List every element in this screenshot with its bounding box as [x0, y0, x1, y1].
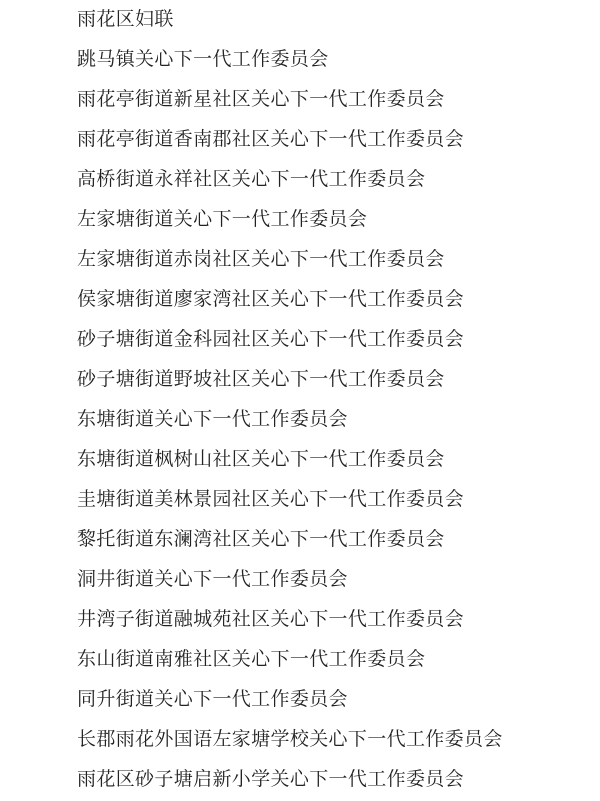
list-item: 同升街道关心下一代工作委员会: [77, 688, 348, 710]
list-item: 砂子塘街道金科园社区关心下一代工作委员会: [77, 328, 465, 350]
list-item: 左家塘街道赤岗社区关心下一代工作委员会: [77, 248, 445, 270]
list-item: 雨花亭街道新星社区关心下一代工作委员会: [77, 88, 445, 110]
organization-list: [77, 0, 592, 800]
list-item: 东塘街道枫树山社区关心下一代工作委员会: [77, 448, 445, 470]
list-item: 井湾子街道融城苑社区关心下一代工作委员会: [77, 608, 465, 630]
list-item: 东塘街道关心下一代工作委员会: [77, 408, 348, 430]
list-item: 跳马镇关心下一代工作委员会: [77, 48, 329, 70]
list-item: 洞井街道关心下一代工作委员会: [77, 568, 348, 590]
list-item: 雨花区砂子塘启新小学关心下一代工作委员会: [77, 768, 465, 790]
list-item: 东山街道南雅社区关心下一代工作委员会: [77, 648, 426, 670]
list-item: 高桥街道永祥社区关心下一代工作委员会: [77, 168, 426, 190]
list-item: 左家塘街道关心下一代工作委员会: [77, 208, 368, 230]
list-item: 侯家塘街道廖家湾社区关心下一代工作委员会: [77, 288, 465, 310]
list-item: 长郡雨花外国语左家塘学校关心下一代工作委员会: [77, 728, 503, 750]
list-item: 圭塘街道美林景园社区关心下一代工作委员会: [77, 488, 465, 510]
list-item: 雨花区妇联: [77, 8, 174, 30]
list-item: 砂子塘街道野坡社区关心下一代工作委员会: [77, 368, 445, 390]
list-item: 黎托街道东澜湾社区关心下一代工作委员会: [77, 528, 445, 550]
list-item: 雨花亭街道香南郡社区关心下一代工作委员会: [77, 128, 465, 150]
